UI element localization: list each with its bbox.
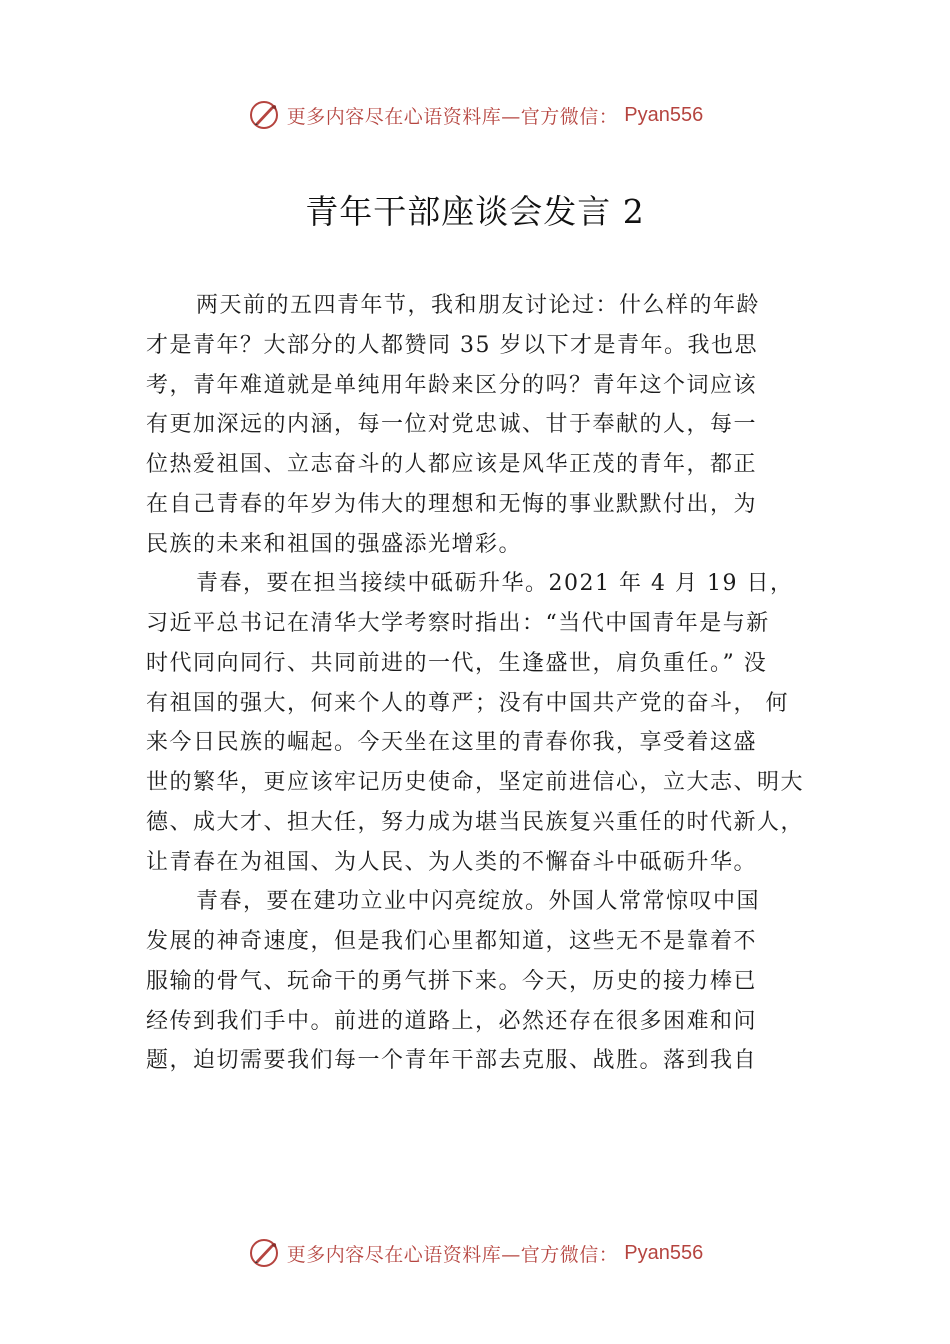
text-line: 有祖国的强大，何来个人的尊严；没有中国共产党的奋斗， 何 (146, 690, 789, 716)
text-line: 有更加深远的内涵，每一位对党忠诚、甘于奉献的人，每一 (146, 412, 758, 438)
text-line: 考，青年难道就是单纯用年龄来区分的吗？青年这个词应该 (146, 372, 758, 398)
banner-wechat-id: Pyan556 (624, 103, 704, 126)
body-text (146, 286, 836, 1081)
text-line: 让青春在为祖国、为人民、为人类的不懈奋斗中砥砺升华。 (146, 849, 758, 875)
text-line: 在自己青春的年岁为伟大的理想和无悔的事业默默付出，为 (146, 491, 758, 517)
text-line: 才是青年？大部分的人都赞同 35 岁以下才是青年。我也思 (146, 332, 758, 358)
quill-pen-logo-icon (247, 1236, 281, 1270)
text-line: 世的繁华，更应该牢记历史使命，坚定前进信心，立大志、明大 (146, 770, 805, 795)
banner-text: 更多内容尽在心语资料库—官方微信： (286, 105, 619, 128)
text-line: 青春，要在担当接续中砥砺升华。2021 年 4 月 19 日， (196, 571, 794, 597)
text-line: 发展的神奇速度，但是我们心里都知道，这些无不是靠着不 (146, 929, 758, 954)
text-line: 经传到我们手中。前进的道路上，必然还存在很多困难和问 (146, 1008, 758, 1034)
header-banner (0, 95, 950, 135)
page-title: 青年干部座谈会发言 2 (305, 192, 645, 231)
text-line: 位热爱祖国、立志奋斗的人都应该是风华正茂的青年，都正 (146, 452, 758, 477)
text-line: 服输的骨气、玩命干的勇气拼下来。今天，历史的接力棒已 (146, 968, 758, 994)
text-line: 题，迫切需要我们每一个青年干部去克服、战胜。落到我自 (146, 1048, 758, 1074)
quill-pen-logo-icon (247, 98, 281, 132)
banner-text: 更多内容尽在心语资料库—官方微信： (286, 1243, 619, 1266)
text-line: 民族的未来和祖国的强盛添光增彩。 (146, 531, 523, 557)
text-line: 时代同向同行、共同前进的一代，生逢盛世，肩负重任。” 没 (146, 650, 768, 676)
banner-wechat-id: Pyan556 (624, 1241, 704, 1264)
text-line: 习近平总书记在清华大学考察时指出：“当代中国青年是与新 (146, 611, 770, 636)
text-line: 两天前的五四青年节，我和朋友讨论过：什么样的年龄 (196, 293, 761, 318)
footer-banner (0, 1233, 950, 1273)
text-line: 青春，要在建功立业中闪亮绽放。外国人常常惊叹中国 (196, 889, 761, 915)
text-line: 来今日民族的崛起。今天坐在这里的青春你我，享受着这盛 (146, 730, 758, 756)
text-line: 德、成大才、担大任，努力成为堪当民族复兴重任的时代新人， (146, 809, 805, 835)
